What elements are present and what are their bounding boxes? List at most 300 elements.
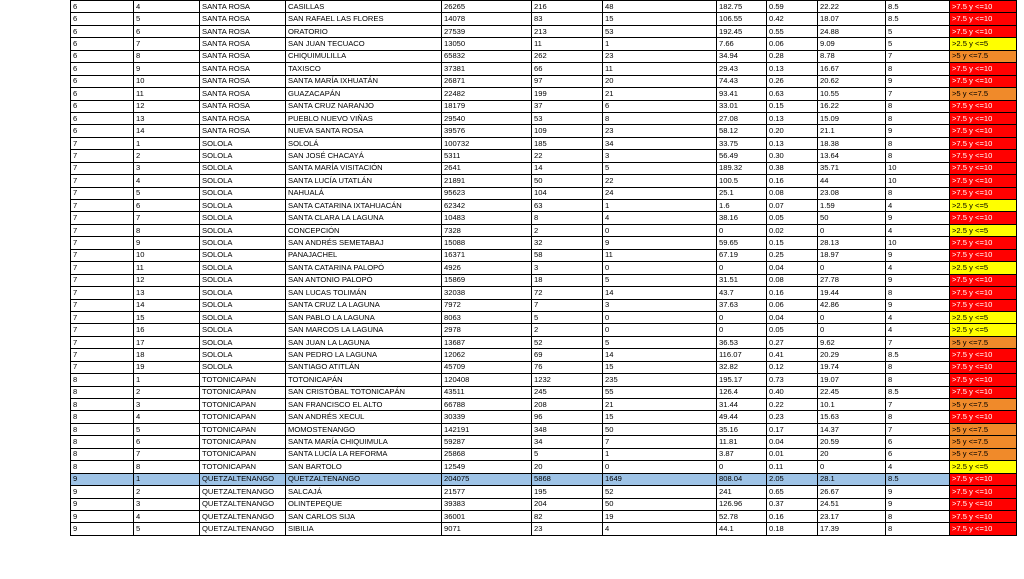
population-cell: 7972 xyxy=(442,299,532,311)
value-b-cell: 1649 xyxy=(603,473,717,485)
population-cell: 120408 xyxy=(442,374,532,386)
score-cell: 6 xyxy=(886,436,950,448)
value-a-cell: 23 xyxy=(532,523,603,535)
department-cell: SOLOLA xyxy=(200,349,286,361)
rate-cell: 0 xyxy=(717,224,767,236)
percent-cell: 35.71 xyxy=(818,162,886,174)
ratio-cell: 0.38 xyxy=(767,162,818,174)
level-cell: >2.5 y <=5 xyxy=(950,38,1017,50)
municipality-cell: SAN RAFAEL LAS FLORES xyxy=(286,13,442,25)
percent-cell: 9.62 xyxy=(818,336,886,348)
value-b-cell: 1 xyxy=(603,38,717,50)
percent-cell: 19.07 xyxy=(818,374,886,386)
level-cell: >7.5 y <=10 xyxy=(950,523,1017,535)
value-a-cell: 14 xyxy=(532,162,603,174)
rate-cell: 37.63 xyxy=(717,299,767,311)
table-row xyxy=(71,311,1017,323)
ratio-cell: 0.05 xyxy=(767,324,818,336)
table-row xyxy=(71,13,1017,25)
municipality-cell: ORATORIO xyxy=(286,25,442,37)
region-cell: 7 xyxy=(71,299,134,311)
table-row xyxy=(71,461,1017,473)
value-b-cell: 0 xyxy=(603,262,717,274)
region-cell: 6 xyxy=(71,1,134,13)
ratio-cell: 0.59 xyxy=(767,1,818,13)
department-cell: TOTONICAPAN xyxy=(200,411,286,423)
value-a-cell: 245 xyxy=(532,386,603,398)
region-cell: 8 xyxy=(71,461,134,473)
municipality-cell: SANTA MARÍA CHIQUIMULA xyxy=(286,436,442,448)
municipality-cell: SAN PABLO LA LAGUNA xyxy=(286,311,442,323)
municipality-cell: SANTA LUCÍA UTATLÁN xyxy=(286,175,442,187)
population-cell: 25868 xyxy=(442,448,532,460)
rate-cell: 59.65 xyxy=(717,237,767,249)
score-cell: 9 xyxy=(886,274,950,286)
department-cell: SOLOLA xyxy=(200,224,286,236)
ratio-cell: 0.40 xyxy=(767,386,818,398)
municipality-cell: CONCEPCIÓN xyxy=(286,224,442,236)
level-cell: >7.5 y <=10 xyxy=(950,374,1017,386)
rate-cell: 182.75 xyxy=(717,1,767,13)
rate-cell: 100.5 xyxy=(717,175,767,187)
percent-cell: 18.38 xyxy=(818,137,886,149)
value-a-cell: 52 xyxy=(532,336,603,348)
value-a-cell: 5 xyxy=(532,448,603,460)
level-cell: >7.5 y <=10 xyxy=(950,349,1017,361)
score-cell: 9 xyxy=(886,75,950,87)
municipality-cell: SANTIAGO ATITLÁN xyxy=(286,361,442,373)
rate-cell: 25.1 xyxy=(717,187,767,199)
department-cell: QUETZALTENANGO xyxy=(200,473,286,485)
municipality-cell: CASILLAS xyxy=(286,1,442,13)
score-cell: 8 xyxy=(886,361,950,373)
table-row xyxy=(71,38,1017,50)
percent-cell: 26.67 xyxy=(818,486,886,498)
table-row xyxy=(71,150,1017,162)
score-cell: 8 xyxy=(886,287,950,299)
rate-cell: 34.94 xyxy=(717,50,767,62)
rate-cell: 0 xyxy=(717,324,767,336)
rate-cell: 33.75 xyxy=(717,137,767,149)
municipality-cell: SAN FRANCISCO EL ALTO xyxy=(286,399,442,411)
ratio-cell: 0.23 xyxy=(767,411,818,423)
region-cell: 7 xyxy=(71,224,134,236)
department-cell: TOTONICAPAN xyxy=(200,448,286,460)
table-row xyxy=(71,112,1017,124)
table-row xyxy=(71,374,1017,386)
level-cell: >7.5 y <=10 xyxy=(950,510,1017,522)
level-cell: >5 y <=7.5 xyxy=(950,436,1017,448)
value-b-cell: 8 xyxy=(603,112,717,124)
municipality-cell: SANTA MARÍA IXHUATÁN xyxy=(286,75,442,87)
region-cell: 7 xyxy=(71,287,134,299)
percent-cell: 14.37 xyxy=(818,423,886,435)
level-cell: >7.5 y <=10 xyxy=(950,361,1017,373)
level-cell: >5 y <=7.5 xyxy=(950,399,1017,411)
value-b-cell: 15 xyxy=(603,361,717,373)
value-b-cell: 11 xyxy=(603,63,717,75)
table-row xyxy=(71,63,1017,75)
ratio-cell: 0.30 xyxy=(767,150,818,162)
region-cell: 8 xyxy=(71,436,134,448)
value-a-cell: 32 xyxy=(532,237,603,249)
population-cell: 15869 xyxy=(442,274,532,286)
value-a-cell: 69 xyxy=(532,349,603,361)
department-cell: QUETZALTENANGO xyxy=(200,486,286,498)
department-cell: SANTA ROSA xyxy=(200,50,286,62)
value-a-cell: 5868 xyxy=(532,473,603,485)
ratio-cell: 0.55 xyxy=(767,25,818,37)
department-cell: SOLOLA xyxy=(200,162,286,174)
region-cell: 8 xyxy=(71,423,134,435)
ratio-cell: 0.37 xyxy=(767,498,818,510)
score-cell: 5 xyxy=(886,38,950,50)
rate-cell: 0 xyxy=(717,262,767,274)
rate-cell: 0 xyxy=(717,311,767,323)
level-cell: >7.5 y <=10 xyxy=(950,299,1017,311)
ratio-cell: 0.04 xyxy=(767,311,818,323)
number-cell: 7 xyxy=(134,448,200,460)
level-cell: >5 y <=7.5 xyxy=(950,88,1017,100)
percent-cell: 18.07 xyxy=(818,13,886,25)
level-cell: >7.5 y <=10 xyxy=(950,137,1017,149)
department-cell: SANTA ROSA xyxy=(200,1,286,13)
table-row xyxy=(71,386,1017,398)
number-cell: 3 xyxy=(134,498,200,510)
score-cell: 8 xyxy=(886,411,950,423)
municipality-cell: CHIQUIMULILLA xyxy=(286,50,442,62)
value-b-cell: 6 xyxy=(603,100,717,112)
ratio-cell: 0.63 xyxy=(767,88,818,100)
population-cell: 13050 xyxy=(442,38,532,50)
number-cell: 14 xyxy=(134,299,200,311)
value-a-cell: 53 xyxy=(532,112,603,124)
rate-cell: 0 xyxy=(717,461,767,473)
value-b-cell: 3 xyxy=(603,150,717,162)
population-cell: 5311 xyxy=(442,150,532,162)
rate-cell: 189.32 xyxy=(717,162,767,174)
rate-cell: 58.12 xyxy=(717,125,767,137)
score-cell: 8.5 xyxy=(886,386,950,398)
population-cell: 32038 xyxy=(442,287,532,299)
department-cell: TOTONICAPAN xyxy=(200,436,286,448)
score-cell: 9 xyxy=(886,486,950,498)
region-cell: 6 xyxy=(71,125,134,137)
region-cell: 7 xyxy=(71,336,134,348)
percent-cell: 17.39 xyxy=(818,523,886,535)
number-cell: 5 xyxy=(134,187,200,199)
level-cell: >5 y <=7.5 xyxy=(950,423,1017,435)
number-cell: 6 xyxy=(134,436,200,448)
population-cell: 100732 xyxy=(442,137,532,149)
department-cell: SOLOLA xyxy=(200,274,286,286)
value-a-cell: 185 xyxy=(532,137,603,149)
table-row xyxy=(71,25,1017,37)
region-cell: 9 xyxy=(71,486,134,498)
score-cell: 8 xyxy=(886,523,950,535)
population-cell: 13687 xyxy=(442,336,532,348)
number-cell: 9 xyxy=(134,63,200,75)
region-cell: 7 xyxy=(71,162,134,174)
region-cell: 6 xyxy=(71,50,134,62)
municipality-cell: SALCAJÁ xyxy=(286,486,442,498)
score-cell: 4 xyxy=(886,262,950,274)
ratio-cell: 0.02 xyxy=(767,224,818,236)
department-cell: SANTA ROSA xyxy=(200,112,286,124)
population-cell: 12549 xyxy=(442,461,532,473)
population-cell: 4926 xyxy=(442,262,532,274)
municipality-cell: SAN PEDRO LA LAGUNA xyxy=(286,349,442,361)
score-cell: 9 xyxy=(886,299,950,311)
table-row xyxy=(71,187,1017,199)
number-cell: 2 xyxy=(134,486,200,498)
table-row xyxy=(71,274,1017,286)
department-cell: SOLOLA xyxy=(200,150,286,162)
ratio-cell: 0.73 xyxy=(767,374,818,386)
score-cell: 9 xyxy=(886,125,950,137)
value-b-cell: 48 xyxy=(603,1,717,13)
value-a-cell: 262 xyxy=(532,50,603,62)
population-cell: 12062 xyxy=(442,349,532,361)
value-a-cell: 199 xyxy=(532,88,603,100)
ratio-cell: 0.15 xyxy=(767,100,818,112)
population-cell: 15088 xyxy=(442,237,532,249)
department-cell: SOLOLA xyxy=(200,237,286,249)
population-cell: 22482 xyxy=(442,88,532,100)
population-cell: 16371 xyxy=(442,249,532,261)
population-cell: 26871 xyxy=(442,75,532,87)
municipality-cell: OLINTEPEQUE xyxy=(286,498,442,510)
number-cell: 6 xyxy=(134,25,200,37)
number-cell: 6 xyxy=(134,200,200,212)
level-cell: >7.5 y <=10 xyxy=(950,411,1017,423)
municipality-cell: SAN LUCAS TOLIMÁN xyxy=(286,287,442,299)
department-cell: SOLOLA xyxy=(200,249,286,261)
value-a-cell: 104 xyxy=(532,187,603,199)
value-b-cell: 14 xyxy=(603,287,717,299)
municipality-cell: SANTA CATARINA PALOPÓ xyxy=(286,262,442,274)
region-cell: 8 xyxy=(71,386,134,398)
ratio-cell: 0.08 xyxy=(767,274,818,286)
level-cell: >7.5 y <=10 xyxy=(950,175,1017,187)
department-cell: SANTA ROSA xyxy=(200,25,286,37)
value-b-cell: 55 xyxy=(603,386,717,398)
ratio-cell: 0.28 xyxy=(767,50,818,62)
rate-cell: 56.49 xyxy=(717,150,767,162)
number-cell: 5 xyxy=(134,523,200,535)
municipality-cell: SANTA CRUZ LA LAGUNA xyxy=(286,299,442,311)
score-cell: 9 xyxy=(886,212,950,224)
value-b-cell: 0 xyxy=(603,324,717,336)
department-cell: SANTA ROSA xyxy=(200,38,286,50)
score-cell: 8 xyxy=(886,100,950,112)
value-a-cell: 7 xyxy=(532,299,603,311)
region-cell: 7 xyxy=(71,249,134,261)
department-cell: SANTA ROSA xyxy=(200,125,286,137)
table-row xyxy=(71,448,1017,460)
number-cell: 8 xyxy=(134,50,200,62)
department-cell: TOTONICAPAN xyxy=(200,461,286,473)
municipality-cell: NUEVA SANTA ROSA xyxy=(286,125,442,137)
level-cell: >7.5 y <=10 xyxy=(950,249,1017,261)
ratio-cell: 0.42 xyxy=(767,13,818,25)
percent-cell: 50 xyxy=(818,212,886,224)
table-row xyxy=(71,436,1017,448)
percent-cell: 20.29 xyxy=(818,349,886,361)
percent-cell: 23.08 xyxy=(818,187,886,199)
value-b-cell: 7 xyxy=(603,436,717,448)
municipality-cell: SANTA CLARA LA LAGUNA xyxy=(286,212,442,224)
rate-cell: 27.08 xyxy=(717,112,767,124)
score-cell: 8 xyxy=(886,112,950,124)
ratio-cell: 2.05 xyxy=(767,473,818,485)
ratio-cell: 0.41 xyxy=(767,349,818,361)
department-cell: SOLOLA xyxy=(200,311,286,323)
percent-cell: 0 xyxy=(818,262,886,274)
region-cell: 8 xyxy=(71,374,134,386)
municipality-cell: MOMOSTENANGO xyxy=(286,423,442,435)
percent-cell: 19.74 xyxy=(818,361,886,373)
value-a-cell: 18 xyxy=(532,274,603,286)
table-row xyxy=(71,324,1017,336)
number-cell: 4 xyxy=(134,411,200,423)
rate-cell: 74.43 xyxy=(717,75,767,87)
region-cell: 7 xyxy=(71,137,134,149)
value-b-cell: 5 xyxy=(603,274,717,286)
score-cell: 9 xyxy=(886,498,950,510)
municipality-cell: SIBILIA xyxy=(286,523,442,535)
table-row xyxy=(71,361,1017,373)
score-cell: 8 xyxy=(886,374,950,386)
department-cell: QUETZALTENANGO xyxy=(200,498,286,510)
population-cell: 7328 xyxy=(442,224,532,236)
table-row xyxy=(71,212,1017,224)
population-cell: 2641 xyxy=(442,162,532,174)
rate-cell: 33.01 xyxy=(717,100,767,112)
value-b-cell: 14 xyxy=(603,349,717,361)
ratio-cell: 0.13 xyxy=(767,112,818,124)
table-row xyxy=(71,498,1017,510)
region-cell: 7 xyxy=(71,175,134,187)
region-cell: 9 xyxy=(71,473,134,485)
value-a-cell: 20 xyxy=(532,461,603,473)
population-cell: 8063 xyxy=(442,311,532,323)
percent-cell: 20.62 xyxy=(818,75,886,87)
number-cell: 3 xyxy=(134,399,200,411)
region-cell: 7 xyxy=(71,187,134,199)
department-cell: SOLOLA xyxy=(200,361,286,373)
table-row xyxy=(71,262,1017,274)
department-cell: SANTA ROSA xyxy=(200,88,286,100)
percent-cell: 16.67 xyxy=(818,63,886,75)
population-cell: 9071 xyxy=(442,523,532,535)
rate-cell: 49.44 xyxy=(717,411,767,423)
population-cell: 95623 xyxy=(442,187,532,199)
population-cell: 10483 xyxy=(442,212,532,224)
score-cell: 10 xyxy=(886,237,950,249)
region-cell: 6 xyxy=(71,13,134,25)
value-a-cell: 34 xyxy=(532,436,603,448)
level-cell: >7.5 y <=10 xyxy=(950,25,1017,37)
number-cell: 7 xyxy=(134,212,200,224)
rate-cell: 126.4 xyxy=(717,386,767,398)
value-a-cell: 58 xyxy=(532,249,603,261)
department-cell: QUETZALTENANGO xyxy=(200,523,286,535)
percent-cell: 13.64 xyxy=(818,150,886,162)
percent-cell: 0 xyxy=(818,461,886,473)
table-row xyxy=(71,162,1017,174)
population-cell: 14078 xyxy=(442,13,532,25)
table-row xyxy=(71,349,1017,361)
ratio-cell: 0.04 xyxy=(767,436,818,448)
value-b-cell: 50 xyxy=(603,498,717,510)
value-a-cell: 3 xyxy=(532,262,603,274)
score-cell: 7 xyxy=(886,423,950,435)
table-row xyxy=(71,510,1017,522)
table-row xyxy=(71,237,1017,249)
department-cell: SOLOLA xyxy=(200,324,286,336)
rate-cell: 808.04 xyxy=(717,473,767,485)
number-cell: 4 xyxy=(134,510,200,522)
level-cell: >7.5 y <=10 xyxy=(950,473,1017,485)
number-cell: 17 xyxy=(134,336,200,348)
municipality-cell: SAN JUAN LA LAGUNA xyxy=(286,336,442,348)
department-cell: TOTONICAPAN xyxy=(200,386,286,398)
region-cell: 7 xyxy=(71,150,134,162)
rate-cell: 126.96 xyxy=(717,498,767,510)
value-b-cell: 0 xyxy=(603,311,717,323)
value-b-cell: 235 xyxy=(603,374,717,386)
percent-cell: 23.17 xyxy=(818,510,886,522)
value-a-cell: 63 xyxy=(532,200,603,212)
department-cell: SOLOLA xyxy=(200,212,286,224)
value-a-cell: 37 xyxy=(532,100,603,112)
level-cell: >5 y <=7.5 xyxy=(950,50,1017,62)
level-cell: >7.5 y <=10 xyxy=(950,112,1017,124)
percent-cell: 9.09 xyxy=(818,38,886,50)
region-cell: 7 xyxy=(71,361,134,373)
region-cell: 6 xyxy=(71,100,134,112)
rate-cell: 44.1 xyxy=(717,523,767,535)
rate-cell: 36.53 xyxy=(717,336,767,348)
table-row xyxy=(71,200,1017,212)
rate-cell: 3.87 xyxy=(717,448,767,460)
rate-cell: 195.17 xyxy=(717,374,767,386)
level-cell: >7.5 y <=10 xyxy=(950,75,1017,87)
region-cell: 6 xyxy=(71,63,134,75)
municipality-cell: PANAJACHEL xyxy=(286,249,442,261)
percent-cell: 21.1 xyxy=(818,125,886,137)
rate-cell: 7.66 xyxy=(717,38,767,50)
municipality-cell: SANTA LUCÍA LA REFORMA xyxy=(286,448,442,460)
rate-cell: 31.44 xyxy=(717,399,767,411)
table-row xyxy=(71,175,1017,187)
number-cell: 5 xyxy=(134,13,200,25)
department-cell: SOLOLA xyxy=(200,187,286,199)
number-cell: 4 xyxy=(134,175,200,187)
value-b-cell: 23 xyxy=(603,50,717,62)
region-cell: 7 xyxy=(71,237,134,249)
department-cell: SANTA ROSA xyxy=(200,63,286,75)
municipality-cell: SANTA MARÍA VISITACIÓN xyxy=(286,162,442,174)
rate-cell: 35.16 xyxy=(717,423,767,435)
department-cell: TOTONICAPAN xyxy=(200,423,286,435)
municipality-cell: QUETZALTENANGO xyxy=(286,473,442,485)
number-cell: 4 xyxy=(134,1,200,13)
value-b-cell: 4 xyxy=(603,523,717,535)
level-cell: >7.5 y <=10 xyxy=(950,13,1017,25)
region-cell: 6 xyxy=(71,25,134,37)
